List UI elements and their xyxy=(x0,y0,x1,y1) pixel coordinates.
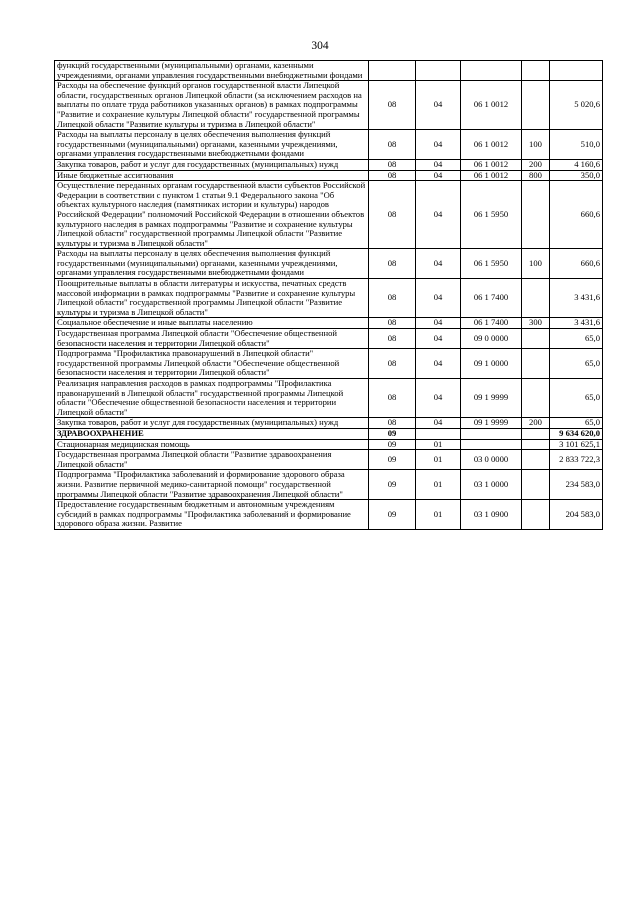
cell-section: 08 xyxy=(369,279,416,318)
table-row xyxy=(55,470,603,500)
table-row xyxy=(55,159,603,170)
cell-amount xyxy=(550,61,603,81)
cell-expense-type xyxy=(522,428,550,439)
table-row xyxy=(55,61,603,81)
cell-target-article: 09 0 0000 xyxy=(461,329,522,349)
cell-subsection: 04 xyxy=(416,418,461,429)
cell-target-article: 03 1 0900 xyxy=(461,500,522,530)
cell-section: 08 xyxy=(369,318,416,329)
table-row xyxy=(55,428,603,439)
cell-subsection: 04 xyxy=(416,379,461,418)
table-row xyxy=(55,81,603,130)
cell-subsection: 01 xyxy=(416,439,461,450)
cell-section: 08 xyxy=(369,181,416,249)
budget-table-body xyxy=(55,61,603,530)
cell-subsection: 01 xyxy=(416,450,461,470)
cell-expense-type: 100 xyxy=(522,130,550,160)
cell-amount: 9 634 620,0 xyxy=(550,428,603,439)
page-number: 304 xyxy=(311,40,329,52)
cell-amount: 204 583,0 xyxy=(550,500,603,530)
cell-subsection: 04 xyxy=(416,279,461,318)
cell-expense-type: 300 xyxy=(522,318,550,329)
cell-section: 08 xyxy=(369,249,416,279)
cell-target-article: 06 1 7400 xyxy=(461,279,522,318)
cell-subsection: 04 xyxy=(416,159,461,170)
cell-target-article: 06 1 7400 xyxy=(461,318,522,329)
cell-section: 08 xyxy=(369,170,416,181)
cell-target-article xyxy=(461,428,522,439)
cell-expense-type: 200 xyxy=(522,159,550,170)
cell-name: ЗДРАВООХРАНЕНИЕ xyxy=(55,428,369,439)
cell-section: 08 xyxy=(369,81,416,130)
cell-section: 09 xyxy=(369,439,416,450)
cell-expense-type xyxy=(522,379,550,418)
table-row xyxy=(55,500,603,530)
cell-expense-type: 100 xyxy=(522,249,550,279)
cell-amount: 3 431,6 xyxy=(550,318,603,329)
cell-section: 08 xyxy=(369,418,416,429)
cell-amount: 65,0 xyxy=(550,349,603,379)
cell-amount: 5 020,6 xyxy=(550,81,603,130)
cell-expense-type xyxy=(522,500,550,530)
cell-target-article xyxy=(461,61,522,81)
cell-target-article: 09 1 9999 xyxy=(461,379,522,418)
cell-amount: 65,0 xyxy=(550,418,603,429)
cell-target-article: 06 1 0012 xyxy=(461,81,522,130)
cell-subsection: 04 xyxy=(416,249,461,279)
cell-subsection: 04 xyxy=(416,130,461,160)
cell-section: 08 xyxy=(369,379,416,418)
cell-amount: 2 833 722,3 xyxy=(550,450,603,470)
cell-amount: 3 431,6 xyxy=(550,279,603,318)
cell-target-article: 03 0 0000 xyxy=(461,450,522,470)
cell-section: 09 xyxy=(369,450,416,470)
cell-section: 08 xyxy=(369,159,416,170)
cell-name: Предоставление государственным бюджетным и автономным учреждениям субсидий в рамках подпрограммы "Профилактика заболеваний и формирование здорового образа жизни. Развитие xyxy=(55,500,369,530)
cell-name: Социальное обеспечение и иные выплаты населению xyxy=(55,318,369,329)
cell-section: 09 xyxy=(369,500,416,530)
cell-name: Поощрительные выплаты в области литературы и искусства, печатных средств массовой информации в рамках подпрограммы "Развитие и сохранение культуры Липецкой области" государственной программы Липецкой области "Развитие культуры и туризма в Липецкой области" xyxy=(55,279,369,318)
cell-expense-type: 200 xyxy=(522,418,550,429)
cell-name: функций государственными (муниципальными) органами, казенными учреждениями, органами управления государственными внебюджетными фондами xyxy=(55,61,369,81)
cell-section xyxy=(369,61,416,81)
cell-target-article: 06 1 5950 xyxy=(461,249,522,279)
cell-name: Закупка товаров, работ и услуг для государственных (муниципальных) нужд xyxy=(55,418,369,429)
table-row xyxy=(55,249,603,279)
cell-expense-type xyxy=(522,181,550,249)
cell-section: 09 xyxy=(369,428,416,439)
cell-target-article: 06 1 0012 xyxy=(461,159,522,170)
cell-subsection: 04 xyxy=(416,81,461,130)
table-row xyxy=(55,130,603,160)
cell-expense-type xyxy=(522,279,550,318)
cell-subsection: 04 xyxy=(416,181,461,249)
table-row xyxy=(55,318,603,329)
cell-subsection: 01 xyxy=(416,470,461,500)
cell-name: Государственная программа Липецкой области "Обеспечение общественной безопасности населения и территории Липецкой области" xyxy=(55,329,369,349)
cell-subsection: 04 xyxy=(416,170,461,181)
cell-name: Расходы на обеспечение функций органов государственной власти Липецкой области, государственных органов Липецкой области (за исключением расходов на выплаты по оплате труда работников указанных органов) в рамках подпрограммы "Развитие и сохранение культуры Липецкой области" государственной программы Липецкой области "Развитие культуры и туризма в Липецкой области" xyxy=(55,81,369,130)
table-row xyxy=(55,379,603,418)
cell-section: 08 xyxy=(369,349,416,379)
table-row xyxy=(55,329,603,349)
cell-amount: 660,6 xyxy=(550,249,603,279)
cell-amount: 3 101 625,1 xyxy=(550,439,603,450)
cell-section: 09 xyxy=(369,470,416,500)
cell-amount: 350,0 xyxy=(550,170,603,181)
cell-section: 08 xyxy=(369,130,416,160)
cell-expense-type xyxy=(522,439,550,450)
table-row xyxy=(55,181,603,249)
cell-subsection: 04 xyxy=(416,329,461,349)
cell-target-article: 06 1 5950 xyxy=(461,181,522,249)
cell-name: Расходы на выплаты персоналу в целях обеспечения выполнения функций государственными (муниципальными) органами, казенными учреждениями, органами управления государственными внебюджетными фондами xyxy=(55,249,369,279)
cell-expense-type xyxy=(522,81,550,130)
cell-amount: 510,0 xyxy=(550,130,603,160)
cell-name: Реализация направления расходов в рамках подпрограммы "Профилактика правонарушений в Липецкой области" государственной программы Липецкой области "Обеспечение общественной безопасности населения и территории Липецкой области" xyxy=(55,379,369,418)
cell-target-article: 03 1 0000 xyxy=(461,470,522,500)
cell-expense-type xyxy=(522,61,550,81)
table-row xyxy=(55,349,603,379)
table-row xyxy=(55,418,603,429)
cell-amount: 234 583,0 xyxy=(550,470,603,500)
cell-target-article xyxy=(461,439,522,450)
cell-target-article: 06 1 0012 xyxy=(461,130,522,160)
table-row xyxy=(55,439,603,450)
cell-amount: 65,0 xyxy=(550,329,603,349)
cell-subsection xyxy=(416,428,461,439)
cell-target-article: 06 1 0012 xyxy=(461,170,522,181)
cell-name: Расходы на выплаты персоналу в целях обеспечения выполнения функций государственными (муниципальными) органами, казенными учреждениями, органами управления государственными внебюджетными фондами xyxy=(55,130,369,160)
cell-name: Стационарная медицинская помощь xyxy=(55,439,369,450)
cell-target-article: 09 1 9999 xyxy=(461,418,522,429)
cell-name: Государственная программа Липецкой области "Развитие здравоохранения Липецкой области" xyxy=(55,450,369,470)
cell-name: Подпрограмма "Профилактика правонарушений в Липецкой области" государственной программы Липецкой области "Обеспечение общественной безопасности населения и территории Липецкой области" xyxy=(55,349,369,379)
cell-name: Иные бюджетные ассигнования xyxy=(55,170,369,181)
cell-section: 08 xyxy=(369,329,416,349)
cell-amount: 4 160,6 xyxy=(550,159,603,170)
cell-name: Закупка товаров, работ и услуг для государственных (муниципальных) нужд xyxy=(55,159,369,170)
cell-expense-type xyxy=(522,450,550,470)
cell-target-article: 09 1 0000 xyxy=(461,349,522,379)
cell-name: Подпрограмма "Профилактика заболеваний и формирование здорового образа жизни. Развитие первичной медико-санитарной помощи" государственной программы Липецкой области "Развитие здравоохранения Липецкой области" xyxy=(55,470,369,500)
table-row xyxy=(55,279,603,318)
cell-expense-type xyxy=(522,349,550,379)
cell-subsection xyxy=(416,61,461,81)
cell-subsection: 04 xyxy=(416,318,461,329)
cell-name: Осуществление переданных органам государственной власти субъектов Российской Федерации в соответствии с пунктом 1 статьи 9.1 Федерального закона "Об объектах культурного наследия (памятниках истории и культуры) народов Российской Федерации" полномочий Российской Федерации в отношении объектов культурного наследия в рамках подпрограммы "Развитие и сохранение культуры Липецкой области" государственной программы Липецкой области "Развитие культуры и туризма в Липецкой области" xyxy=(55,181,369,249)
table-row xyxy=(55,170,603,181)
cell-expense-type: 800 xyxy=(522,170,550,181)
cell-expense-type xyxy=(522,329,550,349)
budget-table xyxy=(54,60,603,530)
table-row xyxy=(55,450,603,470)
cell-subsection: 01 xyxy=(416,500,461,530)
cell-amount: 65,0 xyxy=(550,379,603,418)
cell-expense-type xyxy=(522,470,550,500)
cell-amount: 660,6 xyxy=(550,181,603,249)
cell-subsection: 04 xyxy=(416,349,461,379)
